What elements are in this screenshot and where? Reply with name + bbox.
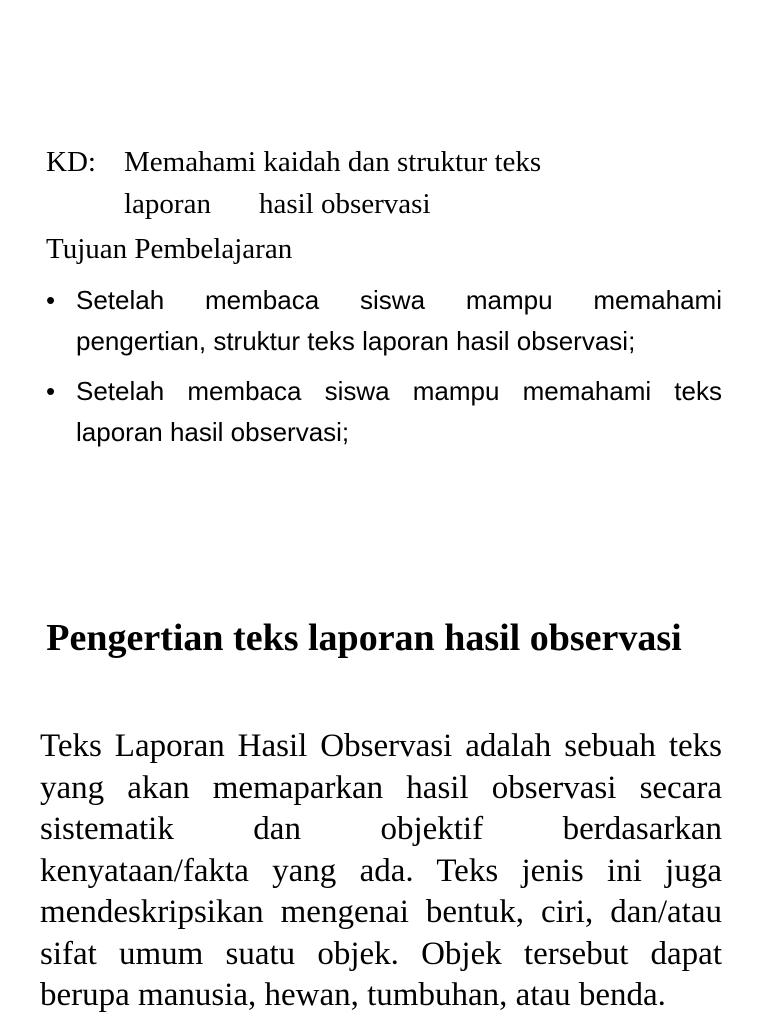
list-item-text: Setelah membaca siswa mampu memahami teks laporan hasil observasi; — [76, 376, 722, 447]
tujuan-heading: Tujuan Pembelajaran — [46, 233, 293, 265]
objectives-list — [46, 280, 722, 462]
kd-label: KD: — [46, 146, 96, 178]
kd-line-2-part-a: laporan — [124, 188, 211, 220]
kd-line-1: Memahami kaidah dan struktur teks — [124, 146, 542, 178]
list-item — [46, 280, 722, 362]
section-title: Pengertian teks laporan hasil observasi — [46, 617, 682, 659]
definition-paragraph: Teks Laporan Hasil Observasi adalah sebuah teks yang akan memaparkan hasil observasi secara sistematik dan objektif berdasarkan kenyataan/fakta yang ada. Teks jenis ini juga mendeskripsikan mengenai bentuk, ciri, dan/atau sifat umum suatu objek. Objek tersebut dapat berupa manusia, hewan, tumbuhan, atau benda. — [40, 728, 722, 1013]
kd-section — [46, 141, 726, 225]
kd-line-2 — [124, 183, 726, 225]
kd-row — [46, 141, 726, 225]
bullet-icon: • — [46, 376, 56, 406]
kd-line-2-part-b: hasil observasi — [258, 188, 431, 220]
list-item-text: Setelah membaca siswa mampu memahami pengertian, struktur teks laporan hasil observasi; — [76, 285, 722, 356]
list-item — [46, 371, 722, 453]
kd-text — [124, 141, 726, 225]
bullet-icon: • — [46, 285, 56, 315]
